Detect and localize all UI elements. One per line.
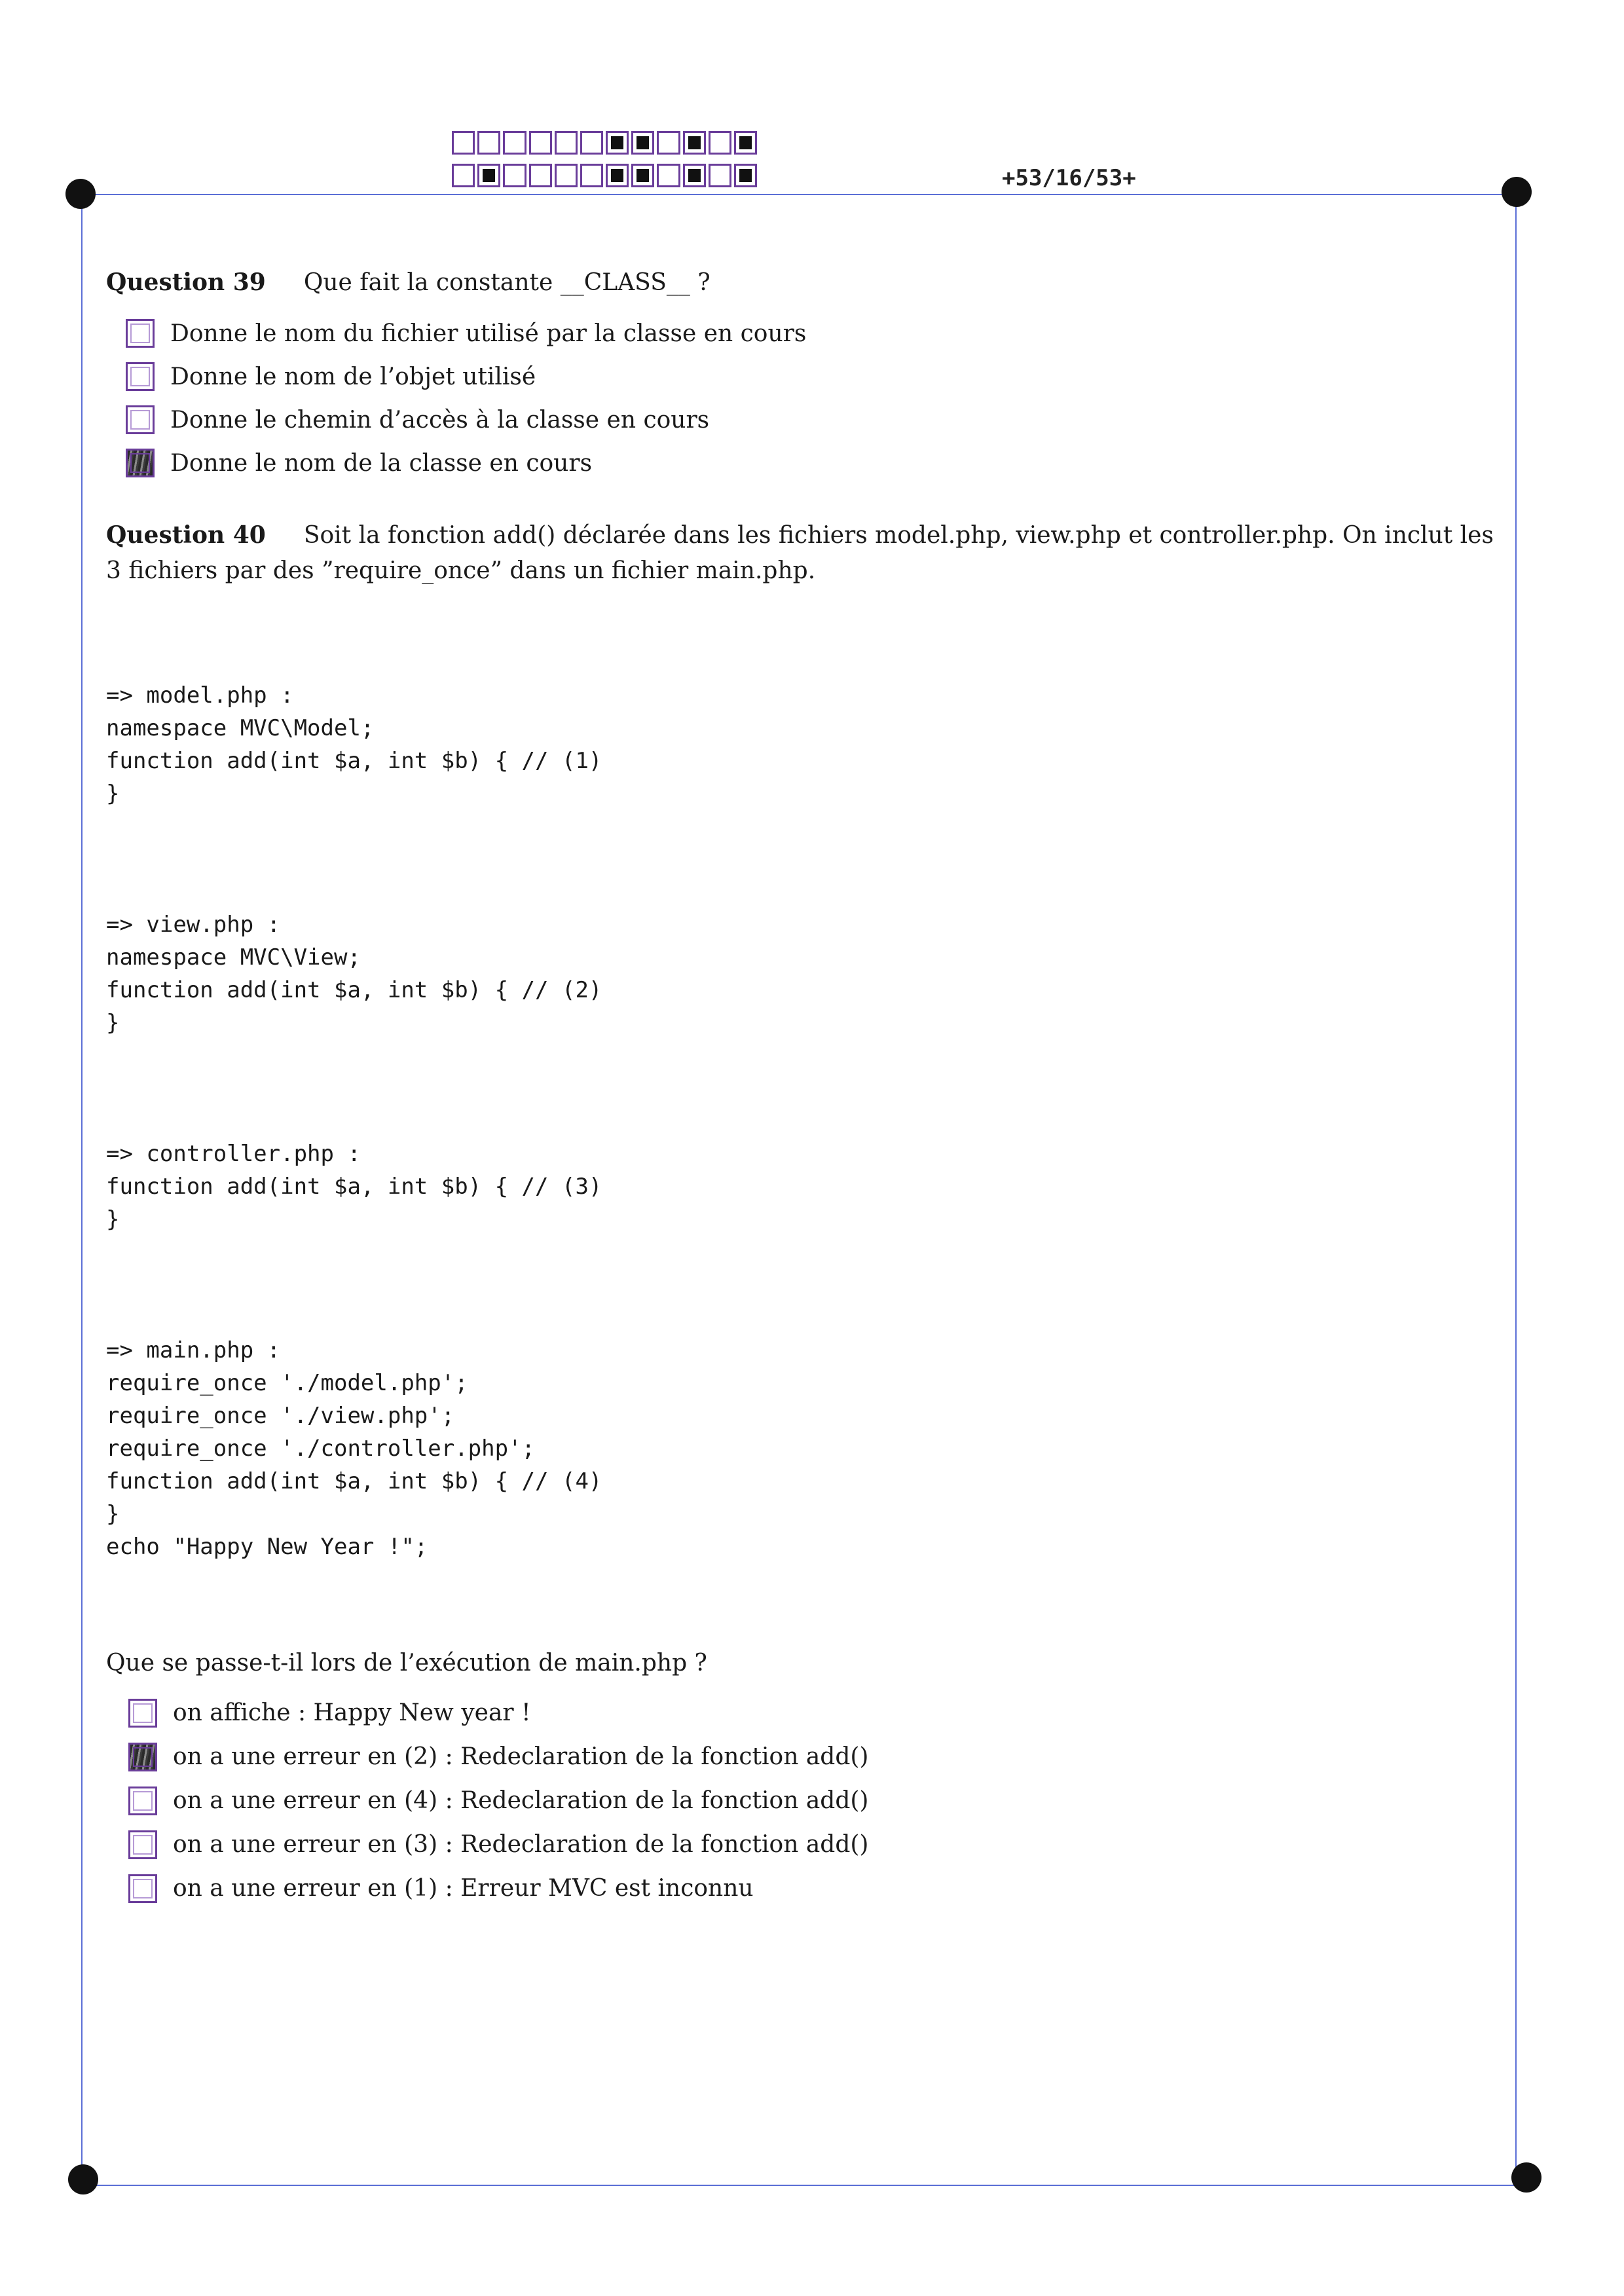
question-40-label: Question 40 xyxy=(106,521,266,549)
answer-label: on a une erreur en (3) : Redeclaration de la fonction add() xyxy=(173,1831,869,1858)
question-40-heading xyxy=(106,517,1501,589)
code-cell-filled xyxy=(606,164,629,187)
corner-marker-bottom-left xyxy=(68,2164,98,2194)
question-39-answers xyxy=(126,312,1501,485)
code-block-main: => main.php : require_once './model.php'; require_once './view.php'; require_once './controller.php'; function add(int $a, int $b) { // (4) } echo "Happy New Year !"; xyxy=(106,1337,602,1560)
code-grid-row-1 xyxy=(452,131,760,157)
code-cell-empty xyxy=(657,164,680,187)
checkbox[interactable] xyxy=(128,1743,157,1771)
question-40-subquestion: Que se passe-t-il lors de l’exécution de main.php ? xyxy=(106,1650,707,1676)
answer-label: on affiche : Happy New year ! xyxy=(173,1699,531,1726)
code-listing xyxy=(106,614,1501,1629)
frame-bottom-line xyxy=(81,2185,1526,2186)
answer-option[interactable] xyxy=(126,355,1501,398)
answer-label: on a une erreur en (1) : Erreur MVC est inconnu xyxy=(173,1875,754,1902)
answer-label: Donne le nom de l’objet utilisé xyxy=(170,363,536,390)
question-40-answers xyxy=(128,1691,1501,1910)
code-cell-empty xyxy=(503,164,526,187)
page-id: +53/16/53+ xyxy=(1002,165,1136,191)
answer-option[interactable] xyxy=(126,398,1501,441)
answer-label: Donne le nom du fichier utilisé par la classe en cours xyxy=(170,320,807,347)
corner-marker-bottom-right xyxy=(1511,2162,1541,2193)
checkbox[interactable] xyxy=(126,405,155,434)
answer-label: Donne le chemin d’accès à la classe en cours xyxy=(170,406,710,434)
code-cell-filled xyxy=(683,131,706,155)
code-cell-empty xyxy=(529,164,552,187)
checkbox[interactable] xyxy=(126,449,155,477)
answer-option[interactable] xyxy=(128,1691,1501,1735)
code-block-view: => view.php : namespace MVC\View; function add(int $a, int $b) { // (2) } xyxy=(106,912,602,1036)
code-cell-empty xyxy=(477,131,500,155)
code-block-model: => model.php : namespace MVC\Model; function add(int $a, int $b) { // (1) } xyxy=(106,682,602,807)
question-39-text: Que fait la constante __CLASS__ ? xyxy=(303,269,710,296)
checkbox[interactable] xyxy=(128,1699,157,1728)
code-block-controller: => controller.php : function add(int $a, int $b) { // (3) } xyxy=(106,1141,602,1232)
corner-marker-top-left xyxy=(65,179,96,209)
exam-content xyxy=(106,265,1501,1910)
corner-marker-top-right xyxy=(1502,177,1532,207)
code-cell-empty xyxy=(529,131,552,155)
code-cell-filled xyxy=(477,164,500,187)
question-40 xyxy=(106,517,1501,1910)
question-40-text: Soit la fonction add() déclarée dans les fichiers model.php, view.php et controller.php. On inclut les 3 fichiers par des ”require_once” dans un fichier main.php. xyxy=(106,522,1494,584)
code-cell-empty xyxy=(555,164,578,187)
checkbox[interactable] xyxy=(126,362,155,391)
checkbox[interactable] xyxy=(128,1787,157,1815)
answer-option[interactable] xyxy=(126,441,1501,485)
answer-option[interactable] xyxy=(128,1823,1501,1866)
question-39-heading xyxy=(106,265,1501,300)
code-cell-empty xyxy=(709,164,731,187)
code-grid-row-2 xyxy=(452,164,760,190)
answer-label: on a une erreur en (4) : Redeclaration de la fonction add() xyxy=(173,1787,869,1814)
frame-top-line xyxy=(81,194,1515,195)
frame-left-line xyxy=(81,194,83,2185)
code-cell-filled xyxy=(631,131,654,155)
code-cell-empty xyxy=(555,131,578,155)
code-cell-filled xyxy=(631,164,654,187)
code-cell-empty xyxy=(580,164,603,187)
frame-right-line xyxy=(1515,194,1517,2185)
answer-option[interactable] xyxy=(128,1735,1501,1779)
checkbox[interactable] xyxy=(126,319,155,348)
answer-option[interactable] xyxy=(128,1866,1501,1910)
code-cell-filled xyxy=(683,164,706,187)
question-39-label: Question 39 xyxy=(106,268,266,296)
checkbox[interactable] xyxy=(128,1830,157,1859)
answer-label: Donne le nom de la classe en cours xyxy=(170,449,593,477)
code-cell-empty xyxy=(709,131,731,155)
code-cell-empty xyxy=(452,164,475,187)
code-cell-empty xyxy=(452,131,475,155)
code-cell-filled xyxy=(606,131,629,155)
code-cell-empty xyxy=(503,131,526,155)
code-cell-empty xyxy=(580,131,603,155)
code-cell-filled xyxy=(734,131,757,155)
answer-label: on a une erreur en (2) : Redeclaration de la fonction add() xyxy=(173,1743,869,1770)
code-cell-filled xyxy=(734,164,757,187)
code-cell-empty xyxy=(657,131,680,155)
answer-option[interactable] xyxy=(126,312,1501,355)
checkbox[interactable] xyxy=(128,1874,157,1903)
question-39 xyxy=(106,265,1501,485)
answer-option[interactable] xyxy=(128,1779,1501,1823)
